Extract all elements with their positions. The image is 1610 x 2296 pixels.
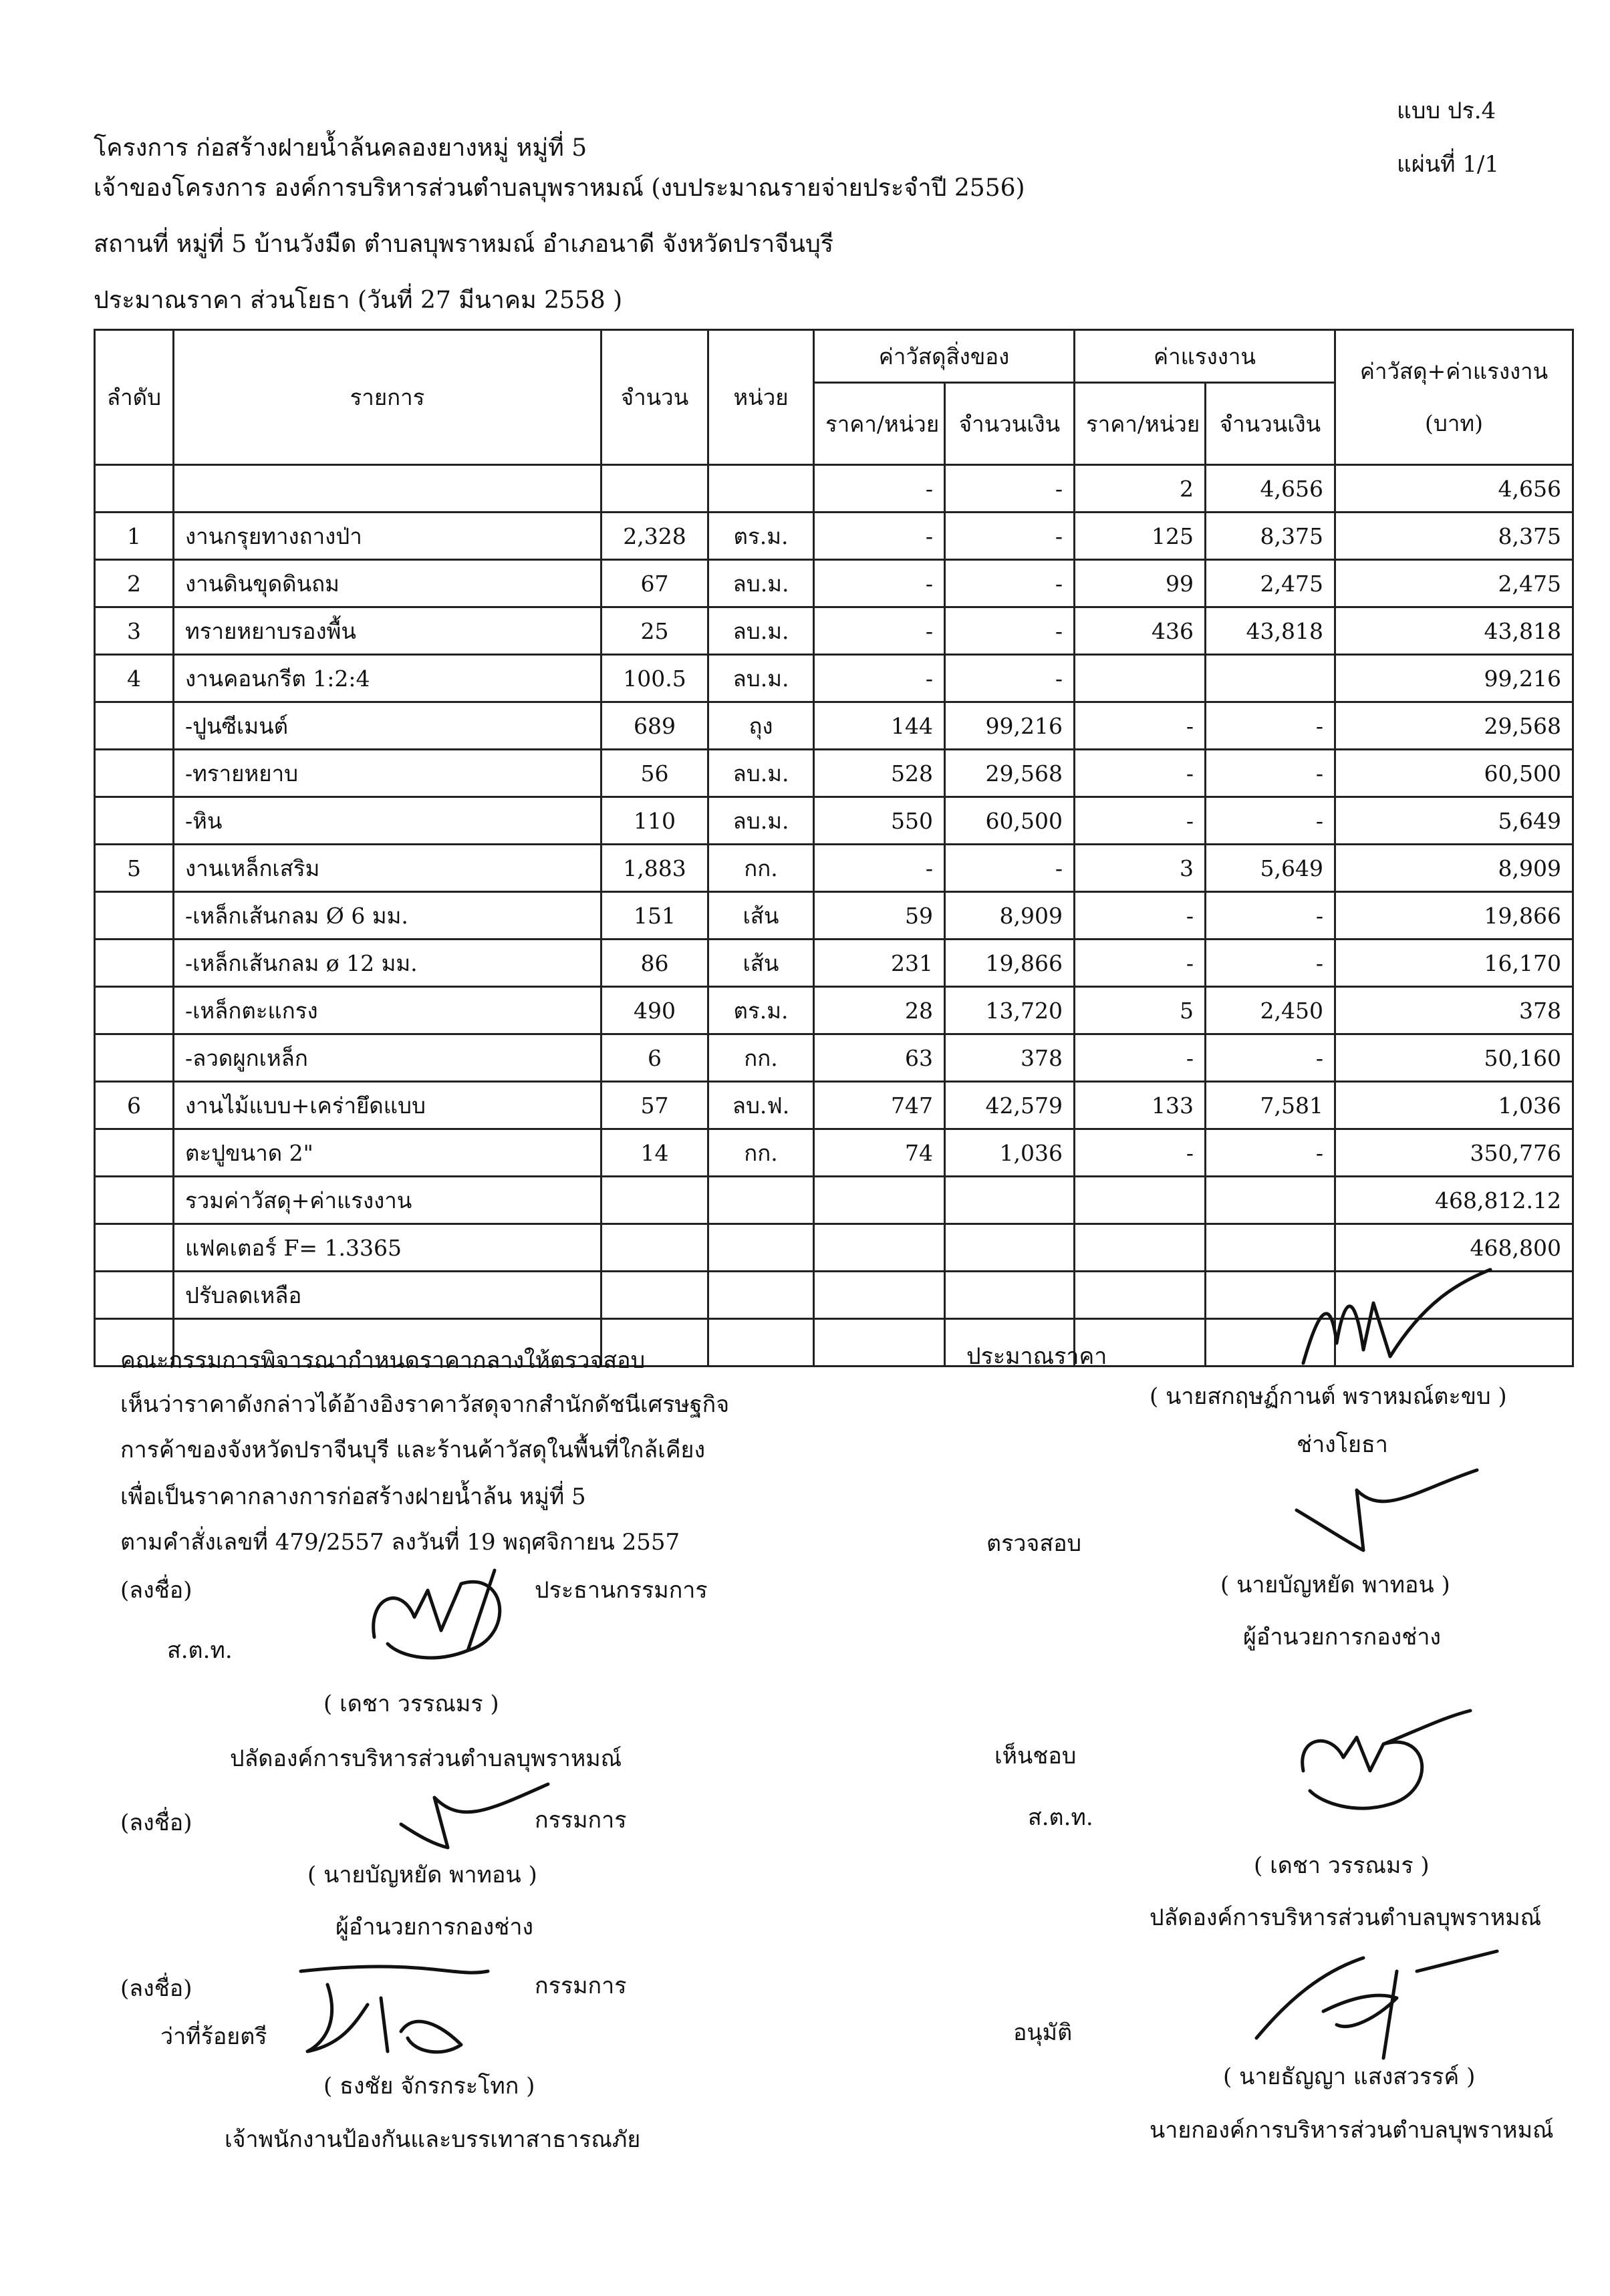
labor-price-cell — [1075, 1224, 1206, 1272]
approve-label: อนุมัติ — [1013, 2019, 1073, 2046]
committee-line-1: คณะกรรมการพิจารณากำหนดราคากลางให้ตรวจสอบ — [120, 1347, 646, 1374]
labor-amount-cell: 2,475 — [1206, 560, 1335, 607]
total-amount-cell: 4,656 — [1335, 465, 1573, 513]
header-labor: ค่าแรงงาน — [1075, 330, 1335, 383]
quantity-cell — [601, 1272, 708, 1319]
signature-member2 — [287, 1945, 508, 2065]
unit-cell: ตร.ม. — [708, 987, 814, 1034]
signature-chairman — [361, 1557, 528, 1677]
material-price-cell: - — [814, 465, 945, 513]
approve-name: ( นายธัญญา แสงสวรรค์ ) — [1223, 2063, 1476, 2090]
labor-price-cell — [1075, 655, 1206, 702]
item-name-cell: -หิน — [174, 797, 601, 845]
table-row — [95, 987, 1573, 1034]
signature-member1 — [388, 1771, 561, 1864]
item-no-cell — [95, 1034, 174, 1082]
labor-price-cell — [1075, 1272, 1206, 1319]
member1-role: กรรมการ — [535, 1807, 627, 1834]
project-location: สถานที่ หมู่ที่ 5 บ้านวังมืด ตำบลบุพราหมณ์ อำเภอนาดี จังหวัดปราจีนบุรี — [94, 231, 834, 258]
item-name-cell: งานเหล็กเสริม — [174, 845, 601, 892]
total-amount-cell: 29,568 — [1335, 702, 1573, 750]
quantity-cell: 56 — [601, 750, 708, 797]
item-no-cell: 4 — [95, 655, 174, 702]
unit-cell: ลบ.ม. — [708, 750, 814, 797]
signature-check — [1283, 1457, 1484, 1564]
item-no-cell — [95, 1272, 174, 1319]
item-name-cell: -เหล็กตะแกรง — [174, 987, 601, 1034]
material-price-cell: - — [814, 607, 945, 655]
member2-title: เจ้าพนักงานป้องกันและบรรเทาสาธารณภัย — [225, 2126, 641, 2153]
total-amount-cell: 19,866 — [1335, 892, 1573, 940]
estimate-label: ประมาณราคา — [966, 1343, 1107, 1370]
table-row — [95, 702, 1573, 750]
labor-price-cell: - — [1075, 940, 1206, 987]
table-row — [95, 465, 1573, 513]
material-price-cell: 59 — [814, 892, 945, 940]
material-price-cell — [814, 1177, 945, 1224]
quantity-cell: 6 — [601, 1034, 708, 1082]
material-price-cell: - — [814, 655, 945, 702]
material-amount-cell: - — [945, 607, 1075, 655]
committee-line-2: เห็นว่าราคาดังกล่าวได้อ้างอิงราคาวัสดุจากสำนักดัชนีเศรษฐกิจ — [120, 1391, 730, 1418]
unit-cell — [708, 465, 814, 513]
labor-price-cell: - — [1075, 797, 1206, 845]
material-price-cell: 550 — [814, 797, 945, 845]
table-row — [95, 560, 1573, 607]
total-amount-cell: 350,776 — [1335, 1129, 1573, 1177]
material-amount-cell — [945, 1177, 1075, 1224]
quantity-cell: 151 — [601, 892, 708, 940]
project-owner: เจ้าของโครงการ องค์การบริหารส่วนตำบลบุพราหมณ์ (งบประมาณรายจ่ายประจำปี 2556) — [94, 174, 1025, 202]
material-amount-cell: 13,720 — [945, 987, 1075, 1034]
unit-cell: ลบ.ม. — [708, 560, 814, 607]
unit-cell: ถุง — [708, 702, 814, 750]
labor-price-cell: - — [1075, 750, 1206, 797]
table-row — [95, 940, 1573, 987]
unit-cell — [708, 1319, 814, 1367]
unit-cell: ลบ.ม. — [708, 797, 814, 845]
unit-cell — [708, 1272, 814, 1319]
total-amount-cell: 60,500 — [1335, 750, 1573, 797]
total-amount-cell: 468,812.12 — [1335, 1177, 1573, 1224]
agree-rank: ส.ต.ท. — [1028, 1804, 1093, 1831]
labor-amount-cell: - — [1206, 940, 1335, 987]
table-row — [95, 607, 1573, 655]
material-amount-cell — [945, 1272, 1075, 1319]
labor-amount-cell — [1206, 1177, 1335, 1224]
quantity-cell: 57 — [601, 1082, 708, 1129]
material-amount-cell: - — [945, 465, 1075, 513]
unit-cell: เส้น — [708, 940, 814, 987]
table-row — [95, 750, 1573, 797]
item-no-cell — [95, 797, 174, 845]
item-name-cell: ทรายหยาบรองพื้น — [174, 607, 601, 655]
labor-amount-cell: 5,649 — [1206, 845, 1335, 892]
material-price-cell: 74 — [814, 1129, 945, 1177]
labor-amount-cell — [1206, 655, 1335, 702]
material-price-cell: - — [814, 560, 945, 607]
sign-label-1: (ลงชื่อ) — [120, 1577, 192, 1604]
item-no-cell — [95, 702, 174, 750]
labor-price-cell: 125 — [1075, 513, 1206, 560]
header-total-line1: ค่าวัสดุ+ค่าแรงงาน — [1359, 358, 1549, 384]
total-amount-cell: 1,036 — [1335, 1082, 1573, 1129]
unit-cell: ตร.ม. — [708, 513, 814, 560]
header-labor-amount: จำนวนเงิน — [1206, 383, 1335, 465]
labor-amount-cell: 8,375 — [1206, 513, 1335, 560]
material-price-cell: 528 — [814, 750, 945, 797]
unit-cell: เส้น — [708, 892, 814, 940]
labor-amount-cell: - — [1206, 1129, 1335, 1177]
chairman-name: ( เดชา วรรณมร ) — [323, 1691, 499, 1717]
item-name-cell: งานกรุยทางถางป่า — [174, 513, 601, 560]
quantity-cell: 689 — [601, 702, 708, 750]
total-amount-cell: 50,160 — [1335, 1034, 1573, 1082]
material-amount-cell: 60,500 — [945, 797, 1075, 845]
material-amount-cell: - — [945, 655, 1075, 702]
item-name-cell: -เหล็กเส้นกลม ø 12 มม. — [174, 940, 601, 987]
unit-cell: กก. — [708, 1034, 814, 1082]
estimate-name: ( นายสกฤษฏ์กานต์ พราหมณ์ตะขบ ) — [1150, 1383, 1507, 1410]
table-row — [95, 1034, 1573, 1082]
header-no: ลำดับ — [95, 330, 174, 465]
item-name-cell: -ทรายหยาบ — [174, 750, 601, 797]
material-price-cell — [814, 1272, 945, 1319]
total-amount-cell: 378 — [1335, 987, 1573, 1034]
labor-amount-cell: - — [1206, 892, 1335, 940]
item-no-cell: 1 — [95, 513, 174, 560]
quantity-cell: 1,883 — [601, 845, 708, 892]
sign-label-2: (ลงชื่อ) — [120, 1810, 192, 1836]
quantity-cell: 14 — [601, 1129, 708, 1177]
material-amount-cell: - — [945, 845, 1075, 892]
total-amount-cell: 8,375 — [1335, 513, 1573, 560]
item-no-cell: 6 — [95, 1082, 174, 1129]
quantity-cell: 25 — [601, 607, 708, 655]
check-label: ตรวจสอบ — [986, 1530, 1082, 1557]
table-row — [95, 845, 1573, 892]
member2-role: กรรมการ — [535, 1973, 627, 1999]
form-code: แบบ ปร.4 — [1397, 98, 1496, 124]
total-amount-cell: 5,649 — [1335, 797, 1573, 845]
material-price-cell: 231 — [814, 940, 945, 987]
committee-line-4: เพื่อเป็นราคากลางการก่อสร้างฝายน้ำล้น หมู่ที่ 5 — [120, 1483, 586, 1510]
labor-amount-cell: - — [1206, 797, 1335, 845]
member2-rank: ว่าที่ร้อยตรี — [160, 2023, 267, 2050]
item-name-cell: -ปูนซีเมนต์ — [174, 702, 601, 750]
chairman-role: ประธานกรรมการ — [535, 1577, 708, 1604]
labor-price-cell: 133 — [1075, 1082, 1206, 1129]
labor-price-cell: 2 — [1075, 465, 1206, 513]
quantity-cell: 67 — [601, 560, 708, 607]
item-no-cell — [95, 1129, 174, 1177]
header-qty: จำนวน — [601, 330, 708, 465]
chairman-title: ปลัดองค์การบริหารส่วนตำบลบุพราหมณ์ — [230, 1745, 622, 1772]
material-price-cell: 63 — [814, 1034, 945, 1082]
boq-table — [94, 329, 1574, 1367]
item-name-cell: แฟคเตอร์ F= 1.3365 — [174, 1224, 601, 1272]
item-no-cell — [95, 1224, 174, 1272]
unit-cell: กก. — [708, 1129, 814, 1177]
item-name-cell: ตะปูขนาด 2" — [174, 1129, 601, 1177]
quantity-cell — [601, 1224, 708, 1272]
unit-cell — [708, 1177, 814, 1224]
item-name-cell: -เหล็กเส้นกลม Ø 6 มม. — [174, 892, 601, 940]
labor-price-cell: 5 — [1075, 987, 1206, 1034]
unit-cell — [708, 1224, 814, 1272]
item-no-cell: 5 — [95, 845, 174, 892]
committee-line-3: การค้าของจังหวัดปราจีนบุรี และร้านค้าวัสดุในพื้นที่ใกล้เคียง — [120, 1437, 706, 1463]
signature-estimator — [1290, 1263, 1504, 1383]
material-amount-cell: 29,568 — [945, 750, 1075, 797]
labor-price-cell: 436 — [1075, 607, 1206, 655]
table-row — [95, 892, 1573, 940]
quantity-cell — [601, 465, 708, 513]
agree-name: ( เดชา วรรณมร ) — [1254, 1852, 1430, 1879]
material-price-cell: 747 — [814, 1082, 945, 1129]
item-name-cell: งานคอนกรีต 1:2:4 — [174, 655, 601, 702]
item-no-cell — [95, 1177, 174, 1224]
member1-title: ผู้อำนวยการกองช่าง — [336, 1914, 534, 1941]
labor-price-cell: - — [1075, 702, 1206, 750]
agree-title: ปลัดองค์การบริหารส่วนตำบลบุพราหมณ์ — [1150, 1904, 1542, 1931]
labor-price-cell: - — [1075, 892, 1206, 940]
labor-amount-cell: - — [1206, 1034, 1335, 1082]
quantity-cell: 100.5 — [601, 655, 708, 702]
item-name-cell: -ลวดผูกเหล็ก — [174, 1034, 601, 1082]
material-amount-cell: 8,909 — [945, 892, 1075, 940]
table-row — [95, 655, 1573, 702]
labor-amount-cell: 4,656 — [1206, 465, 1335, 513]
chairman-rank: ส.ต.ท. — [167, 1637, 233, 1664]
item-no-cell — [95, 987, 174, 1034]
member2-name: ( ธงชัย จักรกระโทก ) — [323, 2073, 535, 2100]
item-name-cell: งานไม้แบบ+เคร่ายึดแบบ — [174, 1082, 601, 1129]
total-amount-cell: 16,170 — [1335, 940, 1573, 987]
estimate-title: ช่างโยธา — [1297, 1431, 1388, 1458]
material-amount-cell: - — [945, 560, 1075, 607]
material-price-cell — [814, 1319, 945, 1367]
header-total — [1335, 330, 1573, 465]
labor-price-cell: 3 — [1075, 845, 1206, 892]
item-no-cell — [95, 892, 174, 940]
material-price-cell — [814, 1224, 945, 1272]
total-amount-cell: 43,818 — [1335, 607, 1573, 655]
header-unit: หน่วย — [708, 330, 814, 465]
labor-amount-cell: 2,450 — [1206, 987, 1335, 1034]
approve-title: นายกองค์การบริหารส่วนตำบลบุพราหมณ์ — [1150, 2117, 1554, 2144]
item-no-cell — [95, 750, 174, 797]
quantity-cell — [601, 1177, 708, 1224]
labor-amount-cell: 43,818 — [1206, 607, 1335, 655]
sheet-number: แผ่นที่ 1/1 — [1397, 151, 1500, 178]
material-amount-cell: 19,866 — [945, 940, 1075, 987]
total-amount-cell: 2,475 — [1335, 560, 1573, 607]
committee-line-5: ตามคำสั่งเลขที่ 479/2557 ลงวันที่ 19 พฤศจิกายน 2557 — [120, 1529, 680, 1556]
total-amount-cell: 8,909 — [1335, 845, 1573, 892]
unit-cell: ลบ.ม. — [708, 655, 814, 702]
table-row — [95, 513, 1573, 560]
table-row — [95, 1129, 1573, 1177]
total-amount-cell: 99,216 — [1335, 655, 1573, 702]
material-amount-cell: 1,036 — [945, 1129, 1075, 1177]
labor-price-cell: - — [1075, 1129, 1206, 1177]
table-row — [95, 1082, 1573, 1129]
item-name-cell: ปรับลดเหลือ — [174, 1272, 601, 1319]
labor-amount-cell: - — [1206, 702, 1335, 750]
check-name: ( นายบัญหยัด พาทอน ) — [1220, 1572, 1450, 1598]
sign-label-3: (ลงชื่อ) — [120, 1975, 192, 2002]
check-title: ผู้อำนวยการกองช่าง — [1243, 1624, 1442, 1651]
project-title: โครงการ ก่อสร้างฝายน้ำล้นคลองยางหมู่ หมู่ที่ 5 — [94, 134, 587, 162]
header-material-amount: จำนวนเงิน — [945, 383, 1075, 465]
signature-agree — [1283, 1704, 1484, 1824]
labor-price-cell: 99 — [1075, 560, 1206, 607]
agree-label: เห็นชอบ — [994, 1743, 1077, 1769]
unit-cell: กก. — [708, 845, 814, 892]
material-amount-cell: 99,216 — [945, 702, 1075, 750]
header-material-price-unit: ราคา/หน่วย — [814, 383, 945, 465]
material-amount-cell — [945, 1224, 1075, 1272]
quantity-cell: 86 — [601, 940, 708, 987]
labor-amount-cell: - — [1206, 750, 1335, 797]
header-total-line2: (บาท) — [1425, 410, 1483, 436]
header-material: ค่าวัสดุสิ่งของ — [814, 330, 1075, 383]
material-amount-cell: 42,579 — [945, 1082, 1075, 1129]
unit-cell: ลบ.ม. — [708, 607, 814, 655]
labor-price-cell: - — [1075, 1034, 1206, 1082]
material-amount-cell: 378 — [945, 1034, 1075, 1082]
item-no-cell: 3 — [95, 607, 174, 655]
member1-name: ( นายบัญหยัด พาทอน ) — [307, 1862, 537, 1888]
item-no-cell: 2 — [95, 560, 174, 607]
labor-price-cell — [1075, 1177, 1206, 1224]
labor-amount-cell: 7,581 — [1206, 1082, 1335, 1129]
item-name-cell — [174, 465, 601, 513]
table-row — [95, 797, 1573, 845]
material-amount-cell: - — [945, 513, 1075, 560]
header-labor-price-unit: ราคา/หน่วย — [1075, 383, 1206, 465]
header-item: รายการ — [174, 330, 601, 465]
unit-cell: ลบ.ฟ. — [708, 1082, 814, 1129]
item-name-cell: รวมค่าวัสดุ+ค่าแรงงาน — [174, 1177, 601, 1224]
material-price-cell: - — [814, 845, 945, 892]
item-no-cell — [95, 465, 174, 513]
material-price-cell: 28 — [814, 987, 945, 1034]
quantity-cell: 490 — [601, 987, 708, 1034]
quantity-cell: 2,328 — [601, 513, 708, 560]
material-price-cell: 144 — [814, 702, 945, 750]
quantity-cell: 110 — [601, 797, 708, 845]
item-no-cell — [95, 940, 174, 987]
item-name-cell: งานดินขุดดินถม — [174, 560, 601, 607]
table-row — [95, 1177, 1573, 1224]
material-price-cell: - — [814, 513, 945, 560]
estimate-date: ประมาณราคา ส่วนโยธา (วันที่ 27 มีนาคม 2558 ) — [94, 287, 623, 314]
signature-approve — [1243, 1945, 1510, 2065]
total-amount-cell: 468,800 — [1335, 1224, 1573, 1272]
